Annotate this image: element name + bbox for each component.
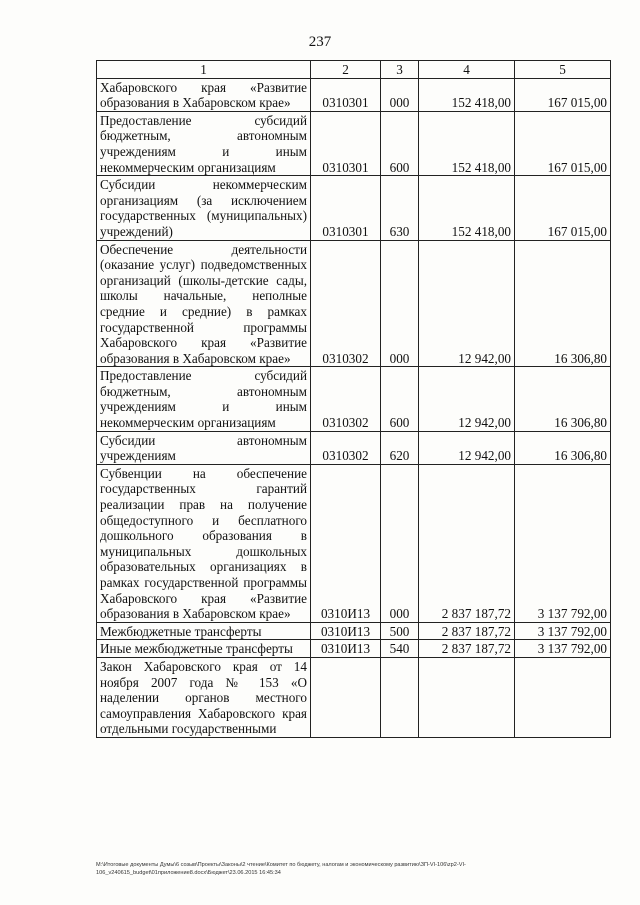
- row-expense-type-cell: 620: [381, 431, 419, 464]
- row-amount-2016-cell: 2 837 187,72: [419, 622, 515, 640]
- row-amount-2017-cell: 3 137 792,00: [515, 622, 611, 640]
- row-amount-2016-cell: 2 837 187,72: [419, 464, 515, 622]
- row-amount-2016-cell: 152 418,00: [419, 78, 515, 111]
- row-code-cell: 0310301: [311, 111, 381, 175]
- row-name-cell: Субсидии некоммерческим организациям (за исключением государственных (муниципальных) учреждений): [97, 176, 311, 240]
- row-code-cell: 0310302: [311, 367, 381, 431]
- row-amount-2017-cell: 3 137 792,00: [515, 464, 611, 622]
- row-expense-type-cell: 000: [381, 240, 419, 367]
- row-amount-2016-cell: 152 418,00: [419, 111, 515, 175]
- row-amount-2017-cell: 167 015,00: [515, 78, 611, 111]
- row-expense-type-cell: 600: [381, 367, 419, 431]
- row-name-cell: Закон Хабаровского края от 14 ноября 2007 года № 153 «О наделении органов местного самоуправления Хабаровского края отдельными государственными: [97, 657, 311, 737]
- row-amount-2017-cell: 16 306,80: [515, 431, 611, 464]
- row-code-cell: 0310301: [311, 176, 381, 240]
- table-row: [97, 640, 611, 658]
- table-row: [97, 464, 611, 622]
- row-expense-type-cell: [381, 657, 419, 737]
- row-expense-type-cell: 600: [381, 111, 419, 175]
- table-row: [97, 657, 611, 737]
- row-name-cell: Межбюджетные трансферты: [97, 622, 311, 640]
- table-row: [97, 622, 611, 640]
- row-amount-2016-cell: 152 418,00: [419, 176, 515, 240]
- table-row: [97, 111, 611, 175]
- row-code-cell: 0310И13: [311, 640, 381, 658]
- row-amount-2017-cell: 167 015,00: [515, 111, 611, 175]
- row-amount-2016-cell: 12 942,00: [419, 431, 515, 464]
- row-name-cell: Предоставление субсидий бюджетным, автономным учреждениям и иным некоммерческим организациям: [97, 111, 311, 175]
- row-name-cell: Хабаровского края «Развитие образования в Хабаровском крае»: [97, 78, 311, 111]
- column-header: 5: [515, 61, 611, 79]
- row-amount-2016-cell: 2 837 187,72: [419, 640, 515, 658]
- column-header: 2: [311, 61, 381, 79]
- row-amount-2017-cell: 16 306,80: [515, 367, 611, 431]
- row-amount-2017-cell: 3 137 792,00: [515, 640, 611, 658]
- footer-file-path: [96, 861, 616, 877]
- row-expense-type-cell: 500: [381, 622, 419, 640]
- table-header-row: [97, 61, 611, 79]
- table-row: [97, 78, 611, 111]
- row-code-cell: 0310И13: [311, 464, 381, 622]
- table-row: [97, 431, 611, 464]
- row-expense-type-cell: 000: [381, 78, 419, 111]
- table-row: [97, 240, 611, 367]
- row-name-cell: Предоставление субсидий бюджетным, автономным учреждениям и иным некоммерческим организациям: [97, 367, 311, 431]
- row-code-cell: 0310И13: [311, 622, 381, 640]
- row-expense-type-cell: 000: [381, 464, 419, 622]
- row-amount-2016-cell: 12 942,00: [419, 367, 515, 431]
- row-amount-2017-cell: [515, 657, 611, 737]
- table-row: [97, 367, 611, 431]
- row-code-cell: 0310302: [311, 431, 381, 464]
- row-amount-2016-cell: 12 942,00: [419, 240, 515, 367]
- footer-line: 106_v240615_budget\01приложение8.docx\Бюджет\23.06.2015 16:45:34: [96, 870, 281, 876]
- table-row: [97, 176, 611, 240]
- row-amount-2016-cell: [419, 657, 515, 737]
- column-header: 4: [419, 61, 515, 79]
- row-expense-type-cell: 630: [381, 176, 419, 240]
- row-code-cell: 0310302: [311, 240, 381, 367]
- row-amount-2017-cell: 167 015,00: [515, 176, 611, 240]
- row-name-cell: Обеспечение деятельности (оказание услуг) подведомственных организаций (школы-детские сады, школы начальные, неполные средние и средние) в рамках государственной программы Хабаровского края «Развитие образования в Хабаровском крае»: [97, 240, 311, 367]
- page-number: 237: [308, 34, 332, 50]
- column-header: 1: [97, 61, 311, 79]
- row-expense-type-cell: 540: [381, 640, 419, 658]
- budget-table: [96, 60, 611, 738]
- row-code-cell: [311, 657, 381, 737]
- row-code-cell: 0310301: [311, 78, 381, 111]
- row-amount-2017-cell: 16 306,80: [515, 240, 611, 367]
- column-header: 3: [381, 61, 419, 79]
- footer-line: М:\Итоговые документы Думы\6 созыв\Проекты\Законы\2 чтение\Комитет по бюджету, налогам и экономическому развитию\ЗП-VI-106\zp2-VI-: [96, 862, 466, 868]
- row-name-cell: Субвенции на обеспечение государственных гарантий реализации прав на получение общедоступного и бесплатного дошкольного образования в муниципальных дошкольных образовательных организациях в рамках государственной программы Хабаровского края «Развитие образования в Хабаровском крае»: [97, 464, 311, 622]
- row-name-cell: Иные межбюджетные трансферты: [97, 640, 311, 658]
- row-name-cell: Субсидии автономным учреждениям: [97, 431, 311, 464]
